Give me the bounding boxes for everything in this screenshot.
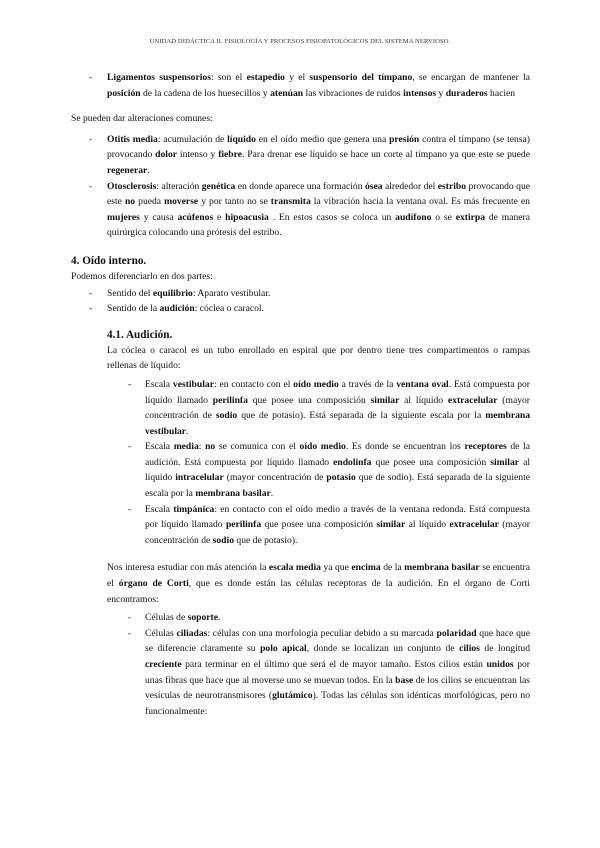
paragraph-alteraciones: Se pueden dar alteraciones comunes: <box>71 113 213 125</box>
bold-term: potasio <box>326 472 356 484</box>
bold-term: transmita <box>270 196 311 208</box>
bullet-otitis: - Otitis media: acumulación de líquido en el oído medio que genera una presión contra el tímpano (se tensa) provocando dolor intenso y fiebre. Para drenar ese líquido se hace un corte al tímpano ya que este se puede regenerar. <box>89 133 530 176</box>
text-run: al líquido <box>405 519 450 531</box>
text-run: de la audición. Está compuesta por líquido llamado <box>145 441 530 468</box>
text-run: y <box>436 87 446 99</box>
bold-term: media <box>173 441 199 453</box>
bold-term: posición <box>107 87 141 99</box>
bold-term: ciliadas <box>176 627 208 639</box>
bold-term: Ligamentos suspensorios <box>107 72 211 83</box>
bold-term: encima <box>351 562 381 574</box>
text-run: o se <box>431 211 456 223</box>
text-run: . <box>147 164 150 176</box>
text-run: (mayor concentración de <box>145 519 530 546</box>
page-content <box>71 70 530 719</box>
text-run: : <box>198 441 206 453</box>
bullet-ligamentos: - Ligamentos suspensorios: son el estapedio y el suspensorio del tímpano, se encargan de mantener la posición de la cadena de los huesecillos y atenúan las vibraciones de ruidos intensos y duraderos hacien <box>89 72 531 99</box>
text-run: pueda <box>135 196 165 208</box>
bold-term: audición <box>159 303 195 315</box>
bold-term: hipoacusia <box>225 211 269 223</box>
bullet-audicion: - Sentido de la audición: cóclea o caracol. <box>89 303 264 315</box>
bold-term: receptores <box>464 441 507 453</box>
text-run: Escala <box>145 503 174 515</box>
escalas-list <box>71 377 530 549</box>
bold-term: extracelular <box>447 394 498 406</box>
bold-term: moverse <box>164 196 199 208</box>
paragraph-coclea: La cóclea o caracol es un tubo enrollado en espiral que por dentro tiene tres compartimentos o rampas rellenas de líquido: <box>107 344 530 372</box>
text-run: para terminar en el último que será el de mayor tamaño. Estos cilios están <box>181 659 487 670</box>
bold-term: endolinfa <box>333 456 372 468</box>
bold-term: glutámico <box>272 690 313 702</box>
partes-list <box>71 286 530 317</box>
text-run: . Está compuesta por líquido llamado <box>145 378 531 406</box>
bold-term: sodio <box>215 410 238 422</box>
bold-term: similar <box>370 394 400 406</box>
bold-term: fiebre <box>218 149 242 161</box>
bold-term: timpánica <box>173 503 215 515</box>
text-run: de los cilios se encuentran las vesículas de neurotransmisores ( <box>145 674 530 702</box>
text-run: : en contacto con el oído medio a través de la ventana redonda. Está compuesta por líquido llamado <box>145 503 531 531</box>
bold-term: oído medio <box>299 441 346 453</box>
bold-term: equilibrio <box>152 287 193 299</box>
bold-term: polo apical <box>260 643 307 655</box>
alteraciones-list <box>71 132 530 241</box>
bold-term: Otosclerosis <box>107 180 157 192</box>
text-run: al líquido <box>399 394 448 406</box>
bold-term: intensos <box>403 87 437 99</box>
text-run: , se encargan de mantener la <box>412 72 531 83</box>
bold-term: atenúan <box>270 87 304 99</box>
text-run: de la cadena de los huesecillos y <box>140 87 271 99</box>
text-run: . En estos casos se coloca un <box>268 211 396 223</box>
text-run: Nos interesa estudiar con más atención la <box>107 562 269 574</box>
bold-term: unidos <box>486 659 514 670</box>
bold-term: extracelular <box>449 519 499 531</box>
bold-term: audífono <box>395 211 432 223</box>
text-run: Escala <box>145 378 173 390</box>
heading-oido-interno: 4. Oído interno. <box>71 254 147 267</box>
bold-term: no <box>124 196 136 208</box>
heading-audicion: 4.1. Audición. <box>107 328 173 341</box>
bold-term: polaridad <box>436 627 477 639</box>
bold-term: genética <box>201 180 236 192</box>
text-run: : cóclea o caracol. <box>194 303 264 315</box>
bold-term: regenerar <box>107 164 148 176</box>
text-run: hacien <box>487 87 516 99</box>
text-run: , que es donde están las células receptoras de la audición. En el órgano de Corti encontramos: <box>107 578 531 605</box>
text-run: que de potasio). <box>234 534 298 546</box>
text-run: Sentido del <box>107 287 153 299</box>
bold-term: órgano de Corti <box>118 578 189 590</box>
bold-term: acúfenos <box>177 211 214 223</box>
text-run: . <box>218 612 221 624</box>
text-run: Células de <box>145 612 188 624</box>
text-run: y por tanto no se <box>198 196 271 208</box>
text-run: se comunica con el <box>215 441 300 453</box>
bold-term: presión <box>389 133 420 145</box>
bold-term: duraderos <box>445 87 488 99</box>
text-run: que hace que se diferencie claramente su <box>145 627 530 655</box>
bold-term: Otitis media <box>107 133 158 145</box>
bold-term: cilios <box>459 643 480 655</box>
text-run: e <box>213 211 226 223</box>
text-run: Sentido de la <box>107 303 160 315</box>
text-run: de longitud <box>479 643 530 655</box>
bullet-otosclerosis: - Otosclerosis: alteración genética en donde aparece una formación ósea alrededor del estribo provocando que este no pueda moverse y por tanto no se transmita la vibración hacia la ventana oval. Es más frecuente en mujeres y causa acúfenos e hipoacusia . En estos casos se coloca un audífono o se extirpa de manera quirúrgica colocando una prótesis del estribo. <box>89 180 531 239</box>
bullet-escala-media: - Escala media: no se comunica con el oído medio. Es donde se encuentran los receptores de la audición. Está compuesta por líquido llamado endolinfa que posee una composición similar al líquido intracelular (mayor concentración de potasio que de sodio). Está separada de la siguiente escala por la membrana basilar. <box>128 441 530 500</box>
text-run: de manera quirúrgica colocando una prótesis del estribo. <box>107 211 530 239</box>
text-run: que de potasio). Está separada de la siguiente escala por la <box>237 410 486 422</box>
bold-term: estribo <box>437 180 467 192</box>
bold-term: ventana oval <box>396 378 449 390</box>
text-run: en el oído medio que genera una <box>255 133 390 145</box>
bold-term: creciente <box>145 659 182 670</box>
text-run: al líquido <box>145 456 530 484</box>
text-run: provocando que este <box>107 180 531 208</box>
text-run: : en contacto con el <box>213 378 294 390</box>
text-run: Escala <box>145 441 174 453</box>
bullet-celulas-soporte: - Células de soporte. <box>128 612 221 624</box>
bold-term: soporte <box>187 612 219 624</box>
paragraph-organo-corti <box>71 560 530 607</box>
text-run: a través de la <box>338 378 397 390</box>
bold-term: membrana basilar <box>195 488 271 500</box>
text-run: (mayor concentración de <box>223 472 327 484</box>
text-run: , donde se localizan un conjunto de <box>306 643 460 655</box>
text-run: alrededor del <box>382 180 438 192</box>
bold-term: oído medio <box>293 378 339 390</box>
text-run: : células con una morfología peculiar debido a su marcada <box>207 627 437 639</box>
bold-term: líquido <box>227 133 256 145</box>
text-run: las vibraciones de ruidos <box>303 87 404 99</box>
bold-term: sodio <box>212 534 234 546</box>
bold-term: mujeres <box>107 211 140 223</box>
celulas-list <box>71 610 530 719</box>
text-run: . <box>186 425 189 437</box>
bold-term: dolor <box>155 149 178 161</box>
bullet-equilibrio: - Sentido del equilibrio: Aparato vestibular. <box>89 287 271 299</box>
bullet-escala-timpanica: - Escala timpánica: en contacto con el oído medio a través de la ventana redonda. Está compuesta por líquido llamado perilinfa que posee una composición similar al líquido extracelular (mayor concentración de sodio que de potasio). <box>128 503 531 546</box>
text-run: . Es donde se encuentran los <box>345 441 465 453</box>
bold-term: membrana vestibular <box>145 410 531 437</box>
bold-term: suspensorio del tímpano <box>309 72 413 83</box>
ligaments-list <box>71 70 530 101</box>
text-run: que posee una composición <box>247 394 371 406</box>
text-run: : Aparato vestibular. <box>192 287 271 299</box>
text-run: de la <box>380 562 405 574</box>
paragraph-partes: Podemos diferenciarlo en dos partes: <box>71 270 213 282</box>
bold-term: extirpa <box>455 211 486 223</box>
text-run: que posee una composición <box>371 456 491 468</box>
text-run: . <box>270 488 274 500</box>
text-run: contra el tímpano (se tensa) provocando <box>107 133 530 161</box>
bold-term: escala media <box>268 562 321 574</box>
text-run: ya que <box>320 562 352 574</box>
bold-term: no <box>205 441 216 453</box>
running-header: UNIDAD DIDÁCTICA II. FISIOLOGÍA Y PROCESOS FISIOPATOLÓGICOS DEL SISTEMA NERVIOSO. <box>149 38 451 45</box>
text-run: y el <box>284 72 310 83</box>
text-run: la vibración hacia la ventana oval. Es más frecuente en <box>310 196 530 208</box>
text-run: : acumulación de <box>157 133 228 145</box>
text-run: que de sodio). Está separada de la siguiente escala por la <box>145 472 530 500</box>
text-run: que posee una composición <box>261 519 377 531</box>
bullet-celulas-ciliadas: - Células ciliadas: células con una morfología peculiar debido a su marcada polaridad que hace que se diferencie claramente su polo apical, donde se localizan un conjunto de cilios de longitud creciente para terminar en el último que será el de mayor tamaño. Estos cilios están unidos por unas fibras que hace que al moverse uno se muevan todos. En la base de los cilios se encuentran las vesículas de neurotransmisores (glutámico). Todas las células son idénticas morfológicas, pero no funcionalmente: <box>128 627 531 717</box>
text-run: Células <box>145 627 177 639</box>
text-run: y causa <box>139 211 178 223</box>
bullet-escala-vestibular: - Escala vestibular: en contacto con el oído medio a través de la ventana oval. Está compuesta por líquido llamado perilinfa que posee una composición similar al líquido extracelular (mayor concentración de sodio que de potasio). Está separada de la siguiente escala por la membrana vestibular. <box>128 378 531 437</box>
text-run: ). Todas las células son idénticas morfológicas, pero no funcionalmente: <box>145 690 531 717</box>
text-run: intenso y <box>177 149 219 161</box>
text-run: : alteración <box>156 180 202 192</box>
text-run: . Para drenar ese líquido se hace un corte al tímpano ya que este se puede <box>242 149 530 161</box>
text-run: se encuentra el <box>107 562 530 590</box>
text-run: : son el <box>210 72 247 83</box>
text-run: por unas fibras que hace que al moverse uno se muevan todos. En la <box>145 659 530 686</box>
bold-term: base <box>395 674 414 686</box>
bold-term: intracelular <box>175 472 224 484</box>
bold-term: estapedio <box>246 72 285 83</box>
bold-term: similar <box>490 456 520 468</box>
bold-term: perilinfa <box>225 519 262 531</box>
bold-term: vestibular <box>172 378 214 390</box>
bold-term: ósea <box>364 180 383 192</box>
text-run: (mayor concentración de <box>145 394 530 422</box>
text-run: en donde aparece una formación <box>235 180 365 192</box>
bold-term: similar <box>376 519 406 531</box>
bold-term: perilinfa <box>212 394 248 406</box>
bold-term: membrana basilar <box>404 562 480 574</box>
